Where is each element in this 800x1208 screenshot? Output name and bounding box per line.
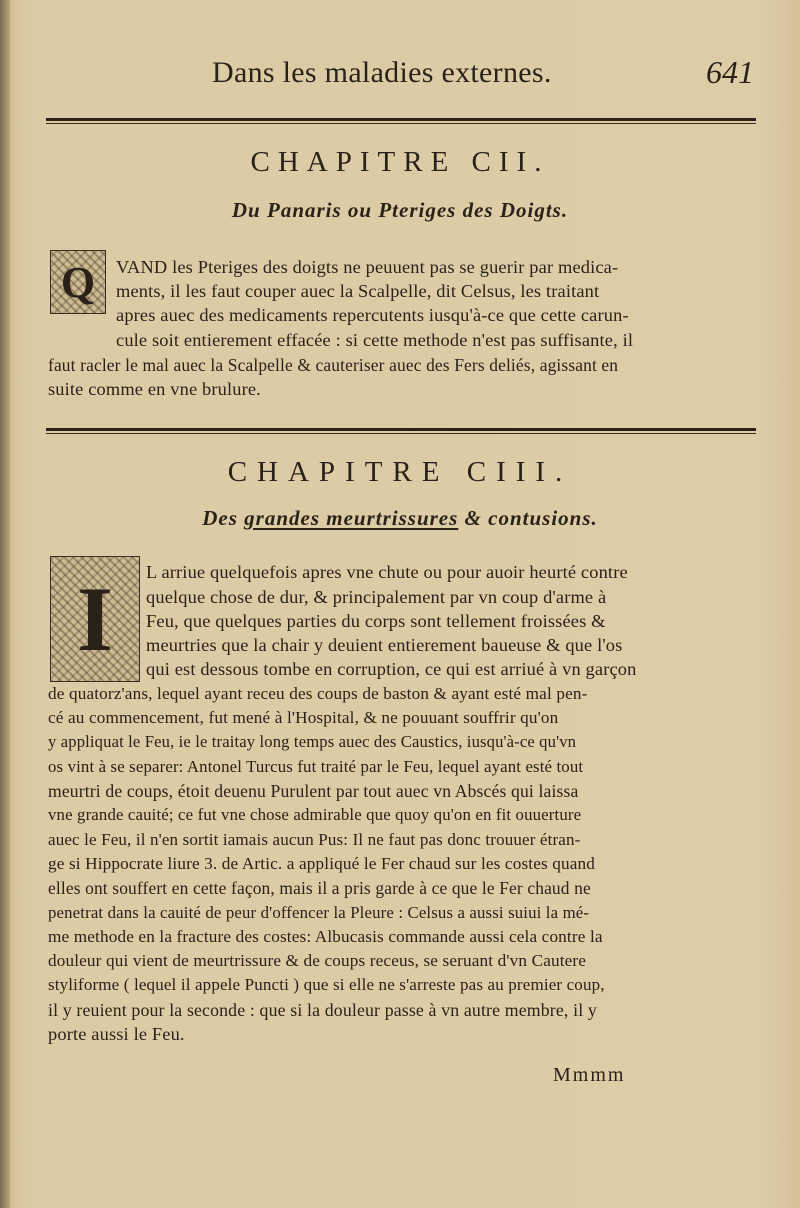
- chapter-103-line: ge si Hippocrate liure 3. de Artic. a appliqué le Fer chaud sur les costes quand: [48, 854, 596, 873]
- chapter-103-line: penetrat dans la cauité de peur d'offencer la Pleure : Celsus a aussi suiui la mé-: [48, 903, 590, 922]
- header-rule: [46, 118, 756, 124]
- chapter-103-title: CHAPITRE CIII.: [227, 456, 573, 488]
- chapter-102-subtitle: Du Panaris ou Pteriges des Doigts.: [231, 198, 569, 222]
- chapter-103-line: porte aussi le Feu.: [48, 1024, 185, 1044]
- chapter-103-dropcap: [50, 556, 140, 682]
- chapter-103-line: elles ont souffert en cette façon, mais il a pris garde à ce que le Fer chaud ne: [48, 878, 591, 898]
- chapter-102-line: apres auec des medicaments repercutents iusqu'à-ce que cette carun-: [116, 305, 629, 325]
- chapter-103-subtitle-prefix: Des: [202, 506, 245, 530]
- chapter-102-line: cule soit entierement effacée : si cette methode n'est pas suffisante, il: [116, 330, 634, 350]
- chapter-103-line: douleur qui vient de meurtrissure & de coups receus, se seruant d'vn Cautere: [48, 951, 587, 970]
- chapter-102-title: CHAPITRE CII.: [250, 146, 550, 178]
- chapter-102-line: faut racler le mal auec la Scalpelle & cauteriser auec des Fers deliés, agissant en: [48, 355, 619, 375]
- chapter-103-line: auec le Feu, il n'en sortit iamais aucun Pus: Il ne faut pas donc trouuer étran-: [48, 830, 581, 849]
- page-number: 641: [706, 54, 754, 90]
- signature-mark: Mmmm: [553, 1064, 626, 1086]
- chapter-103-line: meurtries que la chair y deuient entierement baueuse & que l'os: [146, 635, 623, 655]
- chapter-103-dropcap-letter: I: [77, 568, 113, 670]
- chapter-102-line: VAND les Pteriges des doigts ne peuuent pas se guerir par medica-: [116, 257, 619, 277]
- chapter-103-line: meurtri de coups, étoit deuenu Purulent par tout auec vn Abscés qui laissa: [48, 781, 579, 801]
- chapter-103-subtitle-suffix: & contusions.: [458, 506, 598, 530]
- page-binding-edge: [0, 0, 10, 1208]
- chapter-102-dropcap-letter: Q: [60, 257, 96, 307]
- chapter-103-line: il y reuient pour la seconde : que si la douleur passe à vn autre membre, il y: [48, 1000, 597, 1020]
- chapter-103-subtitle-underlined: grandes meurtrissures: [244, 506, 459, 530]
- running-head-title: Dans les maladies externes.: [212, 56, 552, 89]
- chapter-103-subtitle: [0, 506, 800, 531]
- chapter-103-line: L arriue quelquefois apres vne chute ou pour auoir heurté contre: [146, 562, 628, 582]
- chapter-103-line: vne grande cauité; ce fut vne chose admirable que quoy qu'on en fit ouuerture: [48, 805, 582, 824]
- chapter-103-line: Feu, que quelques parties du corps sont tellement froissées &: [146, 611, 606, 631]
- chapter-103-line: me methode en la fracture des costes: Albucasis commande aussi cela contre la: [48, 927, 603, 946]
- chapter-102-line: ments, il les faut couper auec la Scalpelle, dit Celsus, les traitant: [116, 281, 600, 301]
- chapter-103-line: cé au commencement, fut mené à l'Hospital, & ne pouuant souffrir qu'on: [48, 708, 559, 727]
- chapter-102-dropcap: [50, 250, 106, 314]
- chapter-102-line: suite comme en vne brulure.: [48, 379, 261, 399]
- chapter-103-line: os vint à se separer: Antonel Turcus fut traité par le Feu, lequel ayant esté tout: [48, 757, 584, 776]
- section-rule: [46, 428, 756, 434]
- chapter-103-line: quelque chose de dur, & principalement par vn coup d'arme à: [146, 587, 607, 607]
- chapter-103-line: y appliquat le Feu, ie le traitay long temps auec des Caustics, iusqu'à-ce qu'vn: [48, 732, 577, 751]
- chapter-103-line: de quatorz'ans, lequel ayant receu des coups de baston & ayant esté mal pen-: [48, 684, 588, 703]
- running-head: [0, 52, 800, 102]
- chapter-103-line: styliforme ( lequel il appele Puncti ) que si elle ne s'arreste pas au premier coup,: [48, 975, 605, 994]
- chapter-103-line: qui est dessous tombe en corruption, ce qui est arriué à vn garçon: [146, 659, 637, 679]
